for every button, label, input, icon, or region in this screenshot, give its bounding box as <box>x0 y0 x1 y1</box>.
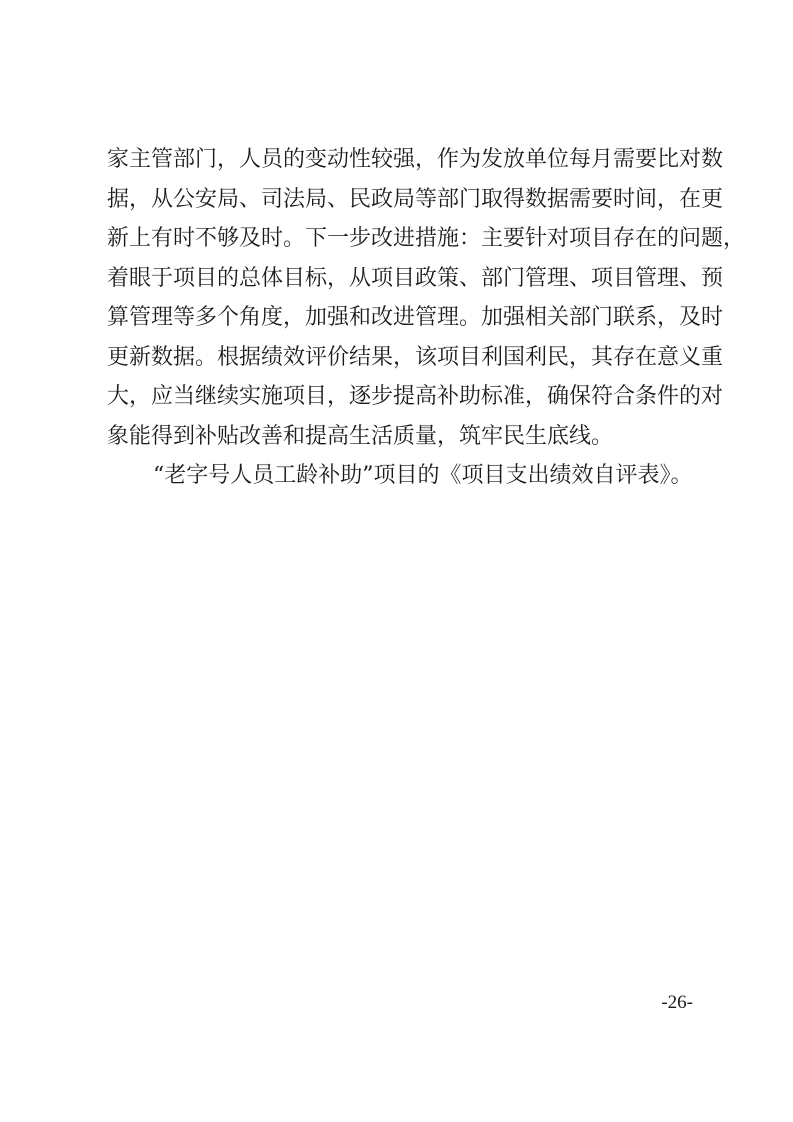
paragraph-line: 算管理等多个角度，加强和改进管理。加强相关部门联系，及时 <box>107 305 724 330</box>
paragraph-line: 着眼于项目的总体目标，从项目政策、部门管理、项目管理、预 <box>107 265 724 291</box>
paragraph-line: 据，从公安局、司法局、民政局等部门取得数据需要时间，在更 <box>107 186 724 212</box>
page-number: -26- <box>661 992 693 1013</box>
paragraph-line: 更新数据。根据绩效评价结果，该项目利国利民，其存在意义重 <box>107 344 724 370</box>
paragraph-line: 象能得到补贴改善和提高生活质量，筑牢民生底线。 <box>107 423 614 449</box>
paragraph-line: 家主管部门，人员的变动性较强，作为发放单位每月需要比对数 <box>107 147 724 172</box>
paragraph-2: “老字号人员工龄补助”项目的《项目支出绩效自评表》。 <box>153 463 693 488</box>
paragraph-line: 大，应当继续实施项目，逐步提高补助标准，确保符合条件的对 <box>107 384 724 409</box>
paragraph-line: 新上有时不够及时。下一步改进措施：主要针对项目存在的问题， <box>107 226 746 251</box>
document-body <box>107 147 746 504</box>
